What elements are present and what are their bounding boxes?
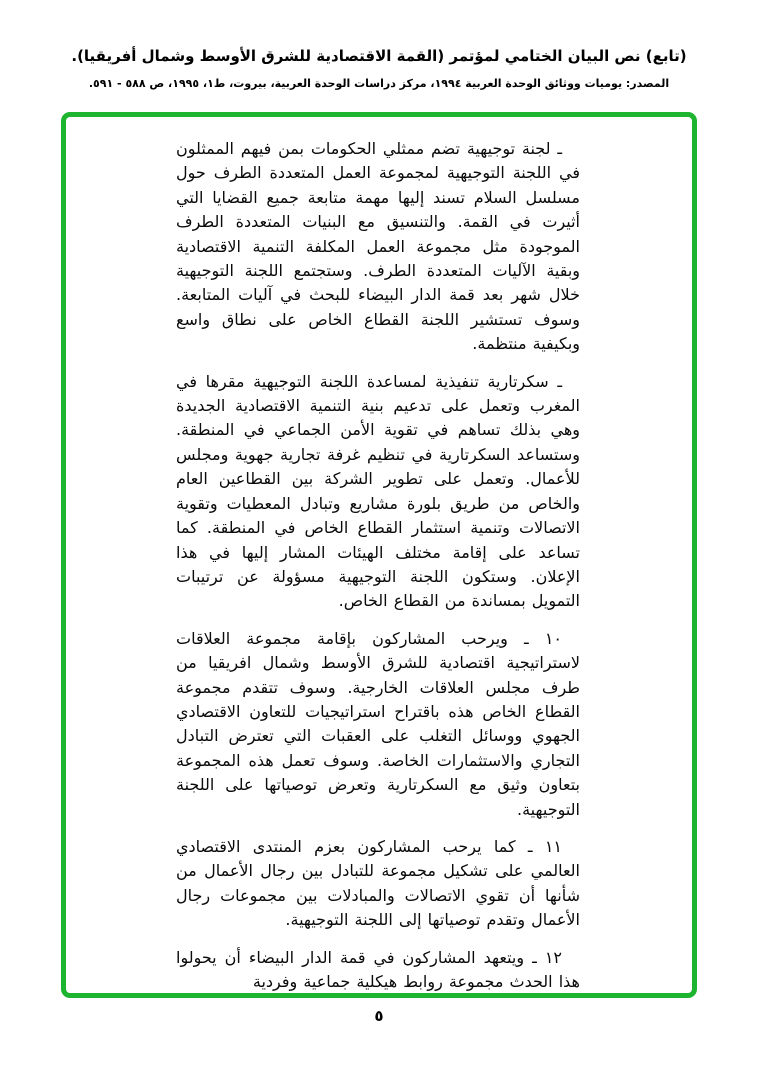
body-paragraph-item-12: ١٢ ـ ويتعهد المشاركون في قمة الدار البيضاء أن يحولوا هذا الحدث مجموعة روابط هيكلية جماعية وفردية xyxy=(176,947,580,991)
body-paragraph-executive-secretariat: ـ سكرتارية تنفيذية لمساعدة اللجنة التوجيهية مقرها في المغرب وتعمل على تدعيم بنية التنمية الاقتصادية الجديدة وهي بذلك تساهم في تقوية الأمن الجماعي في المنطقة. وستساعد السكرتارية في تنظيم غرفة تجارية جهوية ومجلس للأعمال. وتعمل على تطوير الشركة بين القطاعين العام والخاص من طريق بلورة مشاريع وتبادل المعطيات وتقوية الاتصالات وتنمية استثمار القطاع الخاص في المنطقة. كما تساعد على إقامة مختلف الهيئات المشار إليها في هذا الإعلان. وستكون اللجنة التوجيهية مسؤولة عن ترتيبات التمويل بمساندة من القطاع الخاص. xyxy=(176,371,580,611)
page-number: ٥ xyxy=(374,1007,384,1025)
source-citation: المصدر: يوميات ووثائق الوحدة العربية ١٩٩٤، مركز دراسات الوحدة العربية، بيروت، ط١، ١٩٩٥، ص ٥٨٨ - ٥٩١. xyxy=(88,77,670,90)
page-title: (تابع) نص البيان الختامي لمؤتمر (القمة الاقتصادية للشرق الأوسط وشمال أفريقيا). xyxy=(71,47,687,65)
page-header xyxy=(0,0,758,90)
highlight-box xyxy=(61,112,697,998)
body-paragraph-item-11: ١١ ـ كما يرحب المشاركون بعزم المنتدى الاقتصادي العالمي على تشكيل مجموعة للتبادل بين رجال الأعمال من شأنها أن تقوي الاتصالات والمبادلات بين مجموعات رجال الأعمال وتقدم توصياتها إلى اللجنة التوجيهية. xyxy=(176,836,580,930)
body-paragraph-item-10: ١٠ ـ ويرحب المشاركون بإقامة مجموعة العلاقات لاستراتيجية اقتصادية للشرق الأوسط وشمال افريقيا من طرف مجلس العلاقات الخارجية. وسوف تتقدم مجموعة القطاع الخاص هذه باقتراح استراتيجيات للتعاون الاقتصادي الجهوي ووسائل التغلب على العقبات التي تعترض التبادل التجاري والاستثمارات الخاصة. وسوف تعمل هذه المجموعة بتعاون وثيق مع السكرتارية وتعرض توصياتها على اللجنة التوجيهية. xyxy=(176,628,580,819)
body-paragraph-steering-committee: ـ لجنة توجيهية تضم ممثلي الحكومات بمن فيهم الممثلون في اللجنة التوجيهية لمجموعة العمل المتعددة الطرف حول مسلسل السلام تسند إليها مهمة متابعة جميع القضايا التي أثيرت في القمة. والتنسيق مع البنيات المتعددة الطرف الموجودة مثل مجموعة العمل المكلفة التنمية الاقتصادية وبقية الآليات المتعددة الطرف. وستجتمع اللجنة التوجيهية خلال شهر بعد قمة الدار البيضاء للبحث في آليات المتابعة. وسوف تستشير اللجنة القطاع الخاص على نطاق واسع وبكيفية منتظمة. xyxy=(176,139,580,354)
